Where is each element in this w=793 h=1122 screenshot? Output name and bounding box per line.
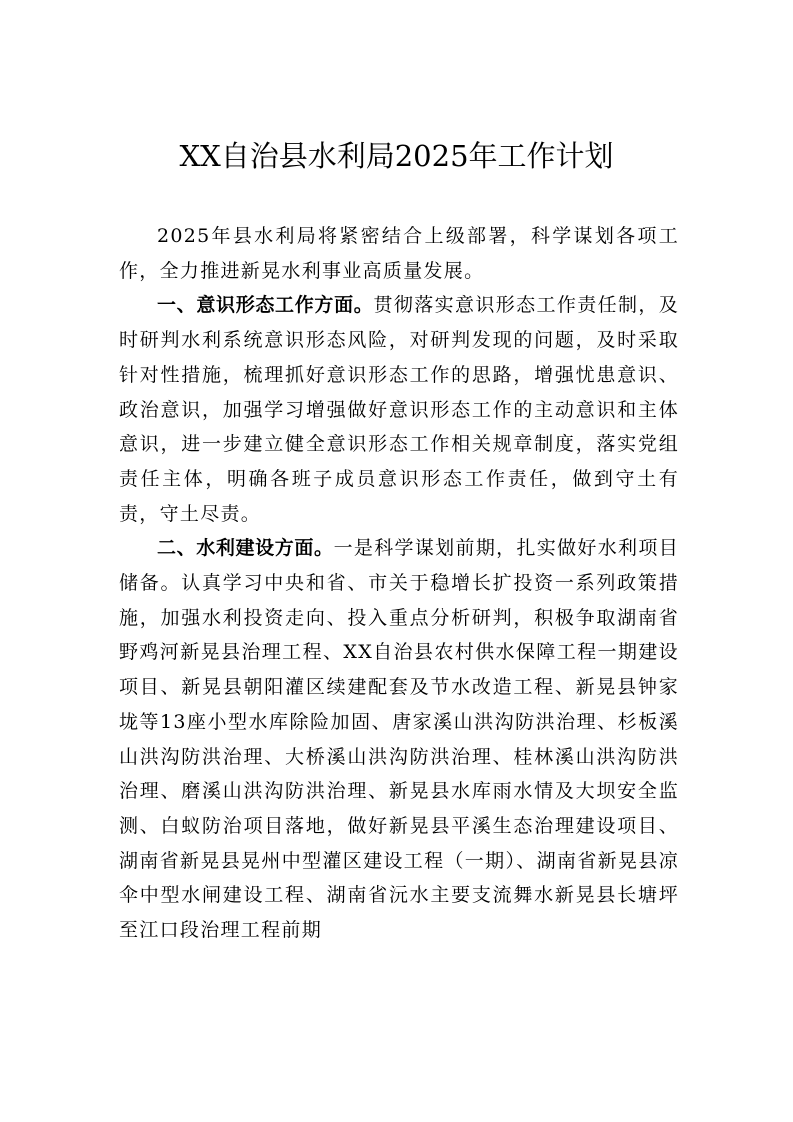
section-water-construction-text: 一是科学谋划前期，扎实做好水利项目储备。认真学习中央和省、市关于稳增长扩投资一系列政策措施，加强水利投资走向、投入重点分析研判，积极争取湖南省野鸡河新晃县治理工程、XX自治县农村供水保障工程一期建设项目、新晃县朝阳灌区续建配套及节水改造工程、新晃县钟家垅等13座小型水库除险加固、唐家溪山洪沟防洪治理、杉板溪山洪沟防洪治理、大桥溪山洪沟防洪治理、桂林溪山洪沟防洪治理、磨溪山洪沟防洪治理、新晃县水库雨水情及大坝安全监测、白蚁防治项目落地，做好新晃县平溪生态治理建设项目、湖南省新晃县晃州中型灌区建设工程（一期）、湖南省新晃县凉伞中型水闸建设工程、湖南省沅水主要支流舞水新晃县长塘坪至江口段治理工程前期: [119, 537, 679, 942]
intro-text: 2025年县水利局将紧密结合上级部署，科学谋划各项工作，全力推进新晃水利事业高质量发展。: [119, 225, 679, 282]
document-title: XX自治县水利局2025年工作计划: [179, 139, 614, 173]
section-ideology-heading: 一、意识形态工作方面。: [157, 294, 374, 317]
intro-paragraph: [119, 219, 679, 288]
section-ideology-text: 贯彻落实意识形态工作责任制，及时研判水利系统意识形态风险，对研判发现的问题，及时采取针对性措施，梳理抓好意识形态工作的思路，增强忧患意识、政治意识，加强学习增强做好意识形态工作的主动意识和主体意识，进一步建立健全意识形态工作相关规章制度，落实党组责任主体，明确各班子成员意识形态工作责任，做到守土有责，守土尽责。: [119, 294, 679, 525]
section-ideology-paragraph: [119, 288, 679, 531]
document-body: [119, 219, 679, 948]
section-water-construction-heading: 二、水利建设方面。: [157, 537, 334, 560]
section-water-construction-paragraph: [119, 531, 679, 947]
